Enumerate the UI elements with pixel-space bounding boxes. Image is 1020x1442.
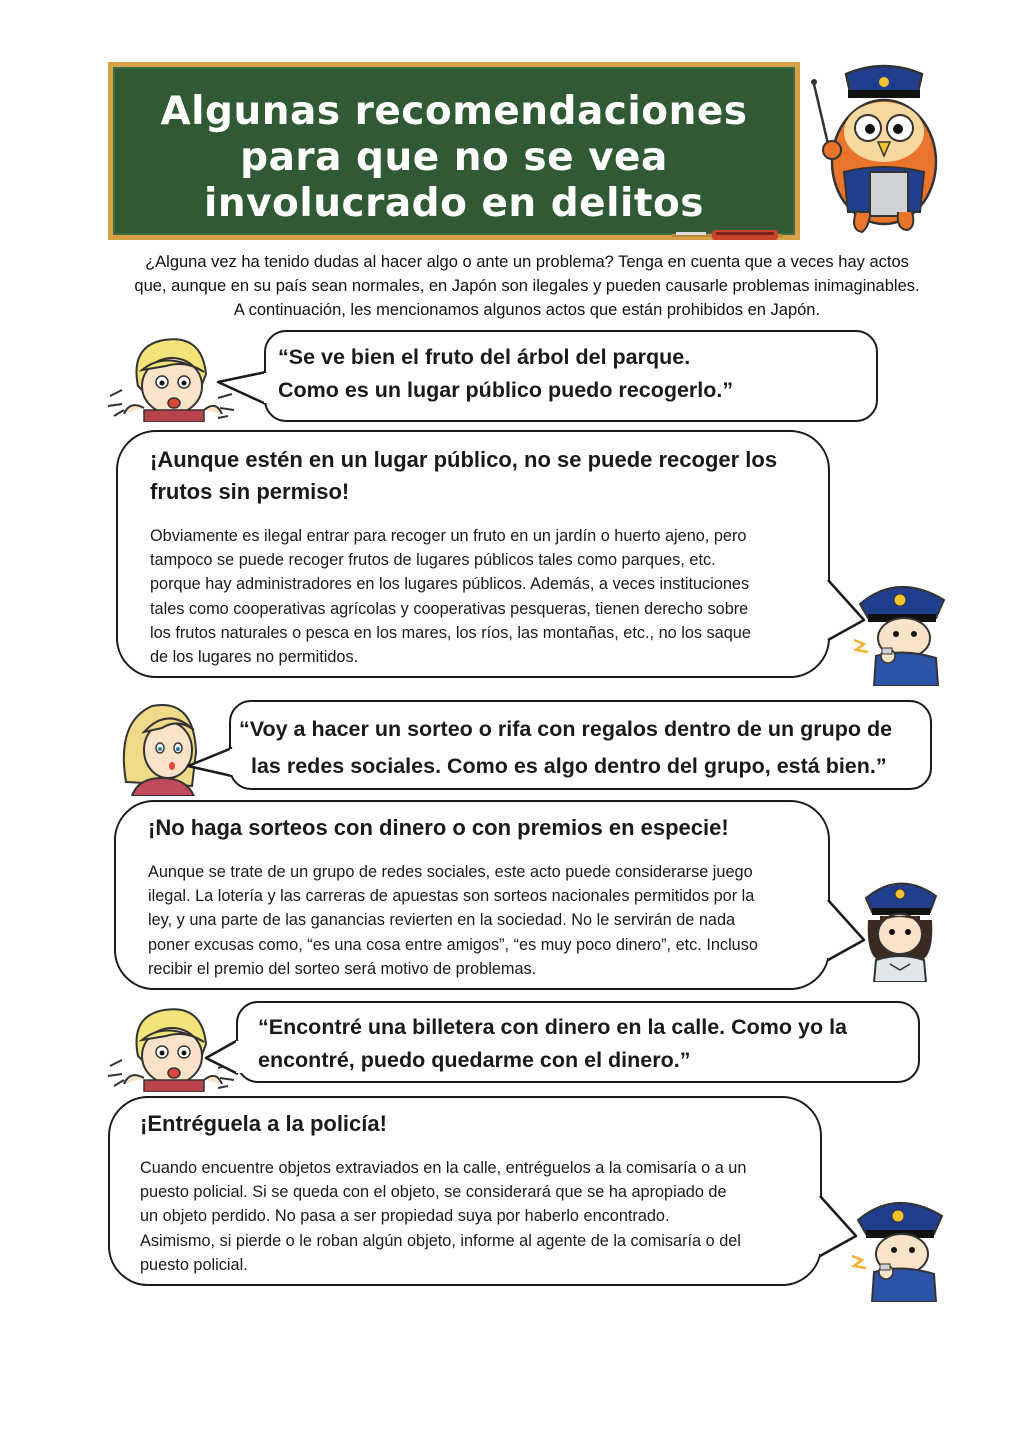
body-line: de los lugares no permitidos. [150, 648, 359, 667]
intro-line: ¿Alguna vez ha tenido dudas al hacer algo o ante un problema? Tenga en cuenta que a veces hay actos [145, 253, 909, 271]
speech-bubble-tail [218, 372, 268, 412]
speech-bubble-tail [206, 1040, 240, 1076]
speech-bubble-quote-3 [236, 1001, 920, 1083]
body-line: tampoco se puede recoger frutos de lugares públicos tales como parques, etc. [150, 551, 716, 570]
female-police-officer-icon [860, 874, 940, 982]
title-line: involucrado en delitos [204, 181, 704, 226]
blonde-woman-icon [112, 692, 202, 796]
body-line: Obviamente es ilegal entrar para recoger un fruto en un jardín o huerto ajeno, pero [150, 527, 747, 545]
body-line: puesto policial. Si se queda con el objeto, se considerará que se ha apropiado de [140, 1183, 727, 1202]
speech-bubble-quote-2 [229, 700, 932, 790]
body-line: Asimismo, si pierde o le roban algún objeto, informe al agente de la comisaría o del [140, 1231, 741, 1250]
quote-line: las redes sociales. Como es algo dentro del grupo, está bien.” [251, 754, 887, 778]
heading-line: ¡No haga sorteos con dinero o con premios en especie! [148, 815, 729, 840]
quote-line: “Voy a hacer un sorteo o rifa con regalos dentro de un grupo de [239, 717, 893, 741]
answer-bubble-1 [116, 430, 830, 678]
title-chalkboard [108, 62, 800, 240]
quote-line: “Encontré una billetera con dinero en la calle. Como yo la [258, 1015, 848, 1039]
heading-line: ¡Entréguela a la policía! [140, 1111, 387, 1136]
body-line: puesto policial. [140, 1255, 248, 1274]
answer-body [140, 1156, 820, 1277]
answer-body [148, 860, 828, 981]
police-officer-whistle-icon [848, 578, 948, 686]
quote-line: encontré, puedo quedarme con el dinero.” [258, 1048, 691, 1072]
answer-bubble-3 [108, 1096, 822, 1286]
speech-bubble-tail [188, 748, 234, 778]
body-line: Cuando encuentre objetos extraviados en la calle, entréguelos a la comisaría o a un [140, 1159, 747, 1177]
answer-heading [140, 1108, 820, 1140]
speech-bubble-quote-1 [264, 330, 878, 422]
intro-paragraph [112, 250, 942, 322]
answer-bubble-2 [114, 800, 830, 990]
quote-line: Como es un lugar público puedo recogerlo.” [278, 378, 734, 402]
chalk-eraser-icon [672, 230, 782, 242]
body-line: porque hay administradores en los lugares públicos. Además, a veces instituciones [150, 575, 750, 594]
intro-line: A continuación, les mencionamos algunos actos que están prohibidos en Japón. [233, 301, 821, 319]
heading-line: frutos sin permiso! [150, 479, 350, 504]
body-line: recibir el premio del sorteo será motivo de problemas. [148, 959, 537, 978]
body-line: ilegal. La lotería y las carreras de apuestas son sorteos nacionales permitidos por la [148, 887, 755, 906]
body-line: Aunque se trate de un grupo de redes sociales, este acto puede considerarse juego [148, 863, 753, 881]
owl-police-mascot-icon [806, 62, 946, 240]
page-title [113, 67, 795, 227]
quote-line: “Se ve bien el fruto del árbol del parque. [278, 345, 691, 369]
answer-heading [148, 812, 828, 844]
body-line: tales como cooperativas agrícolas y cooperativas pesqueras, tienen derecho sobre [150, 599, 749, 618]
body-line: los frutos naturales o pesca en los mares, los ríos, las montañas, etc., no los saque [150, 623, 751, 642]
answer-heading [150, 444, 828, 508]
body-line: poner excusas como, “es una cosa entre amigos”, “es muy poco dinero”, etc. Incluso [148, 935, 758, 954]
police-officer-whistle-icon [846, 1194, 946, 1302]
title-line: Algunas recomendaciones [160, 89, 748, 134]
body-line: un objeto perdido. No pasa a ser propiedad suya por haberlo encontrado. [140, 1207, 670, 1226]
body-line: ley, y una parte de las ganancias revierten en la sociedad. No le servirán de nada [148, 911, 736, 930]
heading-line: ¡Aunque estén en un lugar público, no se puede recoger los [150, 447, 778, 472]
answer-body [150, 524, 828, 669]
title-line: para que no se vea [240, 135, 668, 180]
intro-line: que, aunque en su país sean normales, en Japón son ilegales y pueden causarle problemas inimaginables. [134, 277, 920, 295]
